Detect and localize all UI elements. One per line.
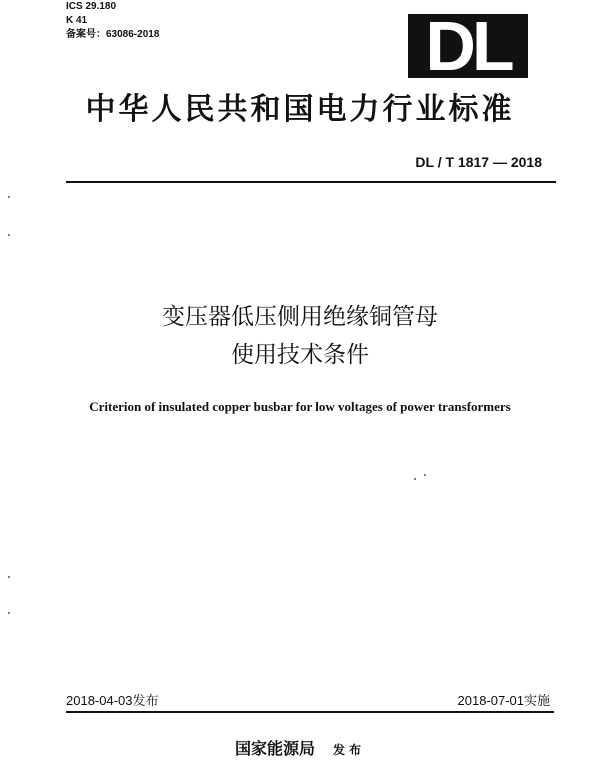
scan-speck — [8, 612, 10, 614]
scan-speck — [8, 576, 10, 578]
bottom-divider — [66, 711, 554, 713]
top-divider — [66, 181, 556, 183]
standard-category: 中华人民共和国电力行业标准 — [85, 92, 515, 127]
implementation-date: 2018-07-01实施 — [457, 693, 550, 708]
ccs-code: K 41 — [66, 15, 88, 26]
record-number: 备案号：63086-2018 — [66, 29, 160, 40]
publisher-line — [0, 736, 600, 759]
scan-speck — [8, 196, 10, 198]
dl-logo: DL — [408, 14, 528, 78]
scan-speck — [8, 234, 10, 236]
publisher-name: 国家能源局 — [234, 739, 315, 758]
title-en: Criterion of insulated copper busbar for low voltages of power transformers — [89, 399, 511, 414]
scan-speck — [414, 478, 416, 480]
ics-code: ICS 29.180 — [66, 1, 117, 12]
scan-speck — [424, 474, 426, 476]
issue-date: 2018-04-03发布 — [66, 693, 159, 708]
publisher-action: 发布 — [333, 743, 366, 757]
title-cn-line2: 使用技术条件 — [231, 342, 369, 368]
header-meta — [66, 0, 159, 42]
title-cn-line1: 变压器低压侧用绝缘铜管母 — [162, 304, 438, 330]
standard-code: DL / T 1817 — 2018 — [415, 154, 542, 170]
